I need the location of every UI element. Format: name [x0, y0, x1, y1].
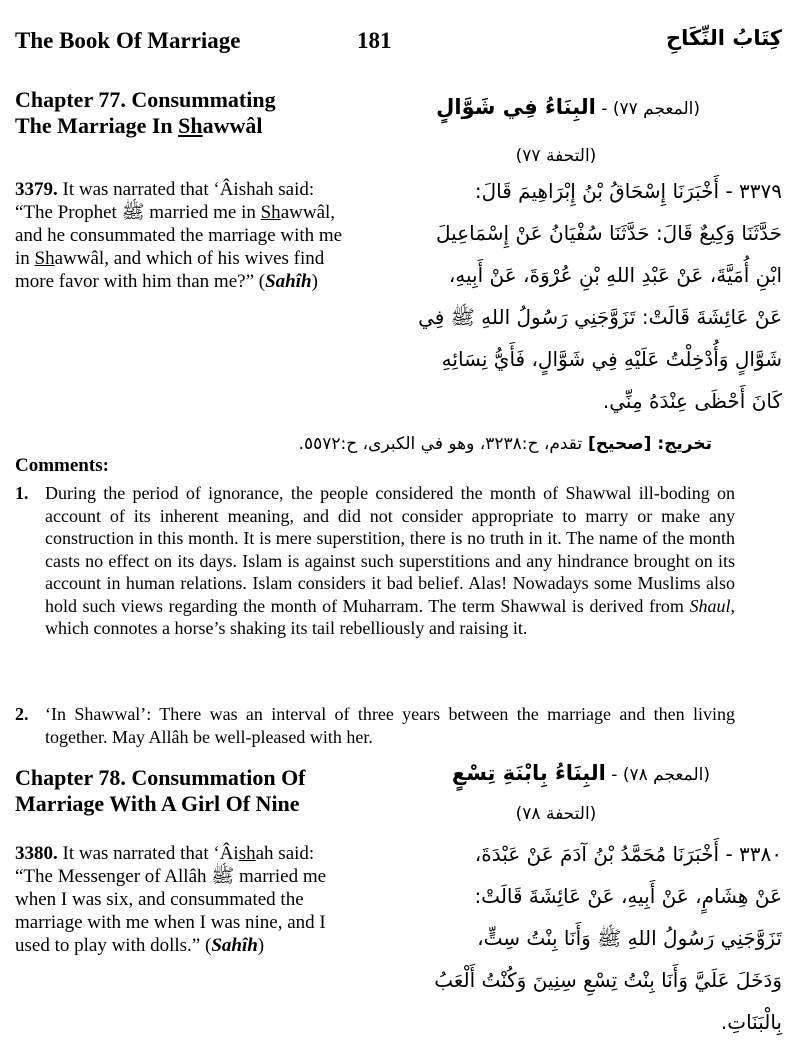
chapter-77-ar-heading: (المعجم ٧٧) - البِنَاءُ فِي شَوَّالٍ	[436, 95, 700, 119]
chapter-77-title	[15, 87, 345, 139]
chapter-78-ar-heading: (المعجم ٧٨) - البِنَاءُ بِابْنَةِ تِسْعٍ	[451, 761, 710, 785]
chapter-78-title	[15, 765, 355, 817]
ar-line: ابْنِ أُمَيَّةَ، عَنْ عَبْدِ اللهِ بْنِ عُرْوَةَ، عَنْ أَبِيهِ،	[448, 263, 782, 287]
book-title-ar: كِتَابُ النِّكَاحِ	[666, 26, 782, 50]
comments-title: Comments:	[15, 455, 109, 476]
ar-line: شَوَّالٍ وَأُدْخِلْتُ عَلَيْهِ فِي شَوَّالٍ، فَأَيُّ نِسَائِهِ	[441, 347, 782, 371]
chapter-77-title-line1: Chapter 77. Consummating	[15, 87, 276, 112]
hadith-3379-takhrij: تخريج: [صحيح] تقدم، ح:٣٢٣٨، وهو في الكبرى، ح:٥٥٧٢.	[298, 434, 712, 454]
ar-line: كَانَ أَحْظَى عِنْدَهُ مِنِّي.	[602, 389, 782, 413]
page-number: 181	[357, 28, 392, 53]
ar-line: ٣٣٧٩ - أَخْبَرَنَا إِسْحَاقُ بْنُ إِبْرَاهِيمَ قَالَ:	[474, 179, 782, 203]
hadith-3379-english: 3379. It was narrated that ‘Âishah said: “The Prophet ﷺ married me in Shawwâl, and he consummated the marriage with me in Shawwâl, and which of his wives find more favor with him than me?” (Sahîh)	[15, 179, 343, 292]
hadith-3380-english: 3380. It was narrated that ‘Âishah said: “The Messenger of Allâh ﷺ married me when I was six, and consummated the marriage with me when I was nine, and I used to play with dolls.” (Sahîh)	[15, 843, 327, 956]
comment-1: 1. During the period of ignorance, the people considered the month of Shawwal ill-boding on account of its inherent meaning, and did not consider appropriate to marry or make any construction in this month. It is mere superstition, there is no truth in it. The name of the month casts no effect on its days. Islam is against such superstitions and any hindrance brought on its account in human relations. Islam considers it bad belief. Alas! Nowadays some Muslims also hold such views regarding the month of Muharram. The term Shawwal is derived from Shaul, which connotes a horse’s shaking its tail rebelliously and raising it.	[15, 483, 735, 638]
ar-line: حَدَّثَنَا وَكِيعٌ قَالَ: حَدَّثَنَا سُفْيَانُ عَنْ إِسْمَاعِيلَ	[436, 221, 782, 245]
hadith-3380-arabic	[370, 833, 782, 1043]
ar-line: ٣٣٨٠ - أَخْبَرَنَا مُحَمَّدُ بْنُ آدَمَ عَنْ عَبْدَةَ،	[474, 842, 782, 866]
book-title-en: The Book Of Marriage	[15, 28, 241, 53]
hadith-3379-arabic	[370, 170, 782, 422]
ar-line: تَزَوَّجَنِي رَسُولُ اللهِ ﷺ وَأَنَا بِنْتُ سِتٍّ،	[477, 926, 782, 950]
chapter-78-title-line1: Chapter 78. Consummation Of	[15, 765, 306, 790]
chapter-78-tuhfa: (التحفة ٧٨)	[515, 804, 597, 824]
chapter-77-tuhfa: (التحفة ٧٧)	[515, 146, 597, 166]
ar-line: عَنْ عَائِشَةَ قَالَتْ: تَزَوَّجَنِي رَسُولُ اللهِ ﷺ فِي	[418, 305, 782, 329]
ar-line: وَدَخَلَ عَلَيَّ وَأَنَا بِنْتُ تِسْعِ سِنِينَ وَكُنْتُ أَلْعَبُ	[434, 968, 782, 992]
ar-line: عَنْ هِشَامٍ، عَنْ أَبِيهِ، عَنْ عَائِشَةَ قَالَتْ:	[474, 884, 782, 908]
chapter-77-title-line2: The Marriage In Shawwâl	[15, 113, 263, 138]
chapter-78-title-line2: Marriage With A Girl Of Nine	[15, 791, 300, 816]
ar-line: بِالْبَنَاتِ.	[720, 1010, 782, 1034]
comment-2: 2. ‘In Shawwal’: There was an interval of three years between the marriage and then living together. May Allâh be well-pleased with her.	[15, 704, 735, 747]
